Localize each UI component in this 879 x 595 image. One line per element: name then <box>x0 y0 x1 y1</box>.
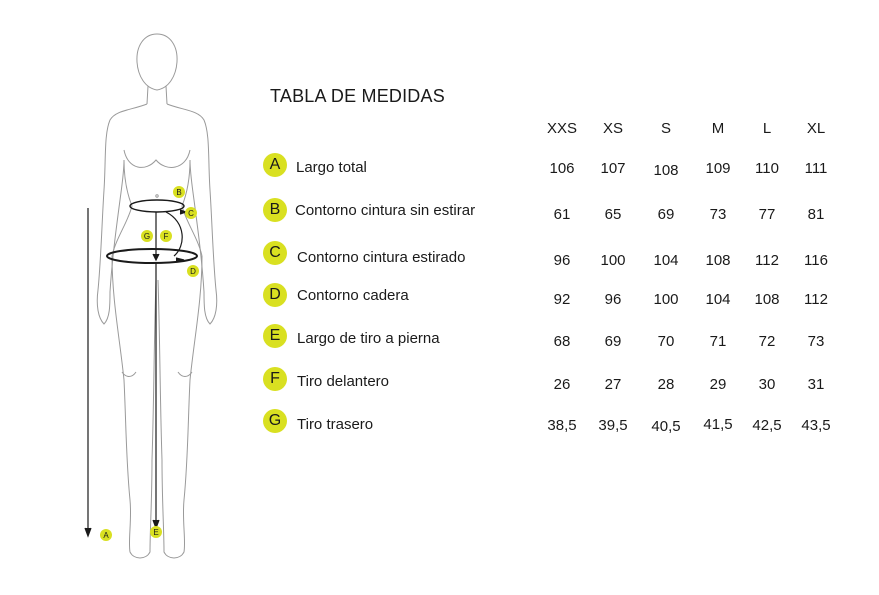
cell-d-l: 108 <box>754 291 780 308</box>
cell-a-s: 108 <box>653 162 679 179</box>
row-badge-f: F <box>263 367 287 391</box>
row-badge-b: B <box>263 198 287 222</box>
cell-g-xs: 39,5 <box>598 417 628 434</box>
figure-knees <box>122 372 192 377</box>
figure-head <box>137 34 177 90</box>
cell-f-xs: 27 <box>604 376 622 393</box>
cell-c-xxs: 96 <box>553 252 571 269</box>
cell-e-l: 72 <box>758 333 776 350</box>
row-label-g: Tiro trasero <box>297 416 374 433</box>
cell-f-s: 28 <box>657 376 675 393</box>
row-badge-a: A <box>263 153 287 177</box>
marker-e-label: E <box>153 528 159 537</box>
cell-b-xs: 65 <box>604 206 622 223</box>
cell-d-m: 104 <box>705 291 731 308</box>
cell-e-xxs: 68 <box>553 333 571 350</box>
cell-d-s: 100 <box>653 291 679 308</box>
marker-b-label: B <box>176 188 182 197</box>
cell-c-xs: 100 <box>600 252 626 269</box>
cell-d-xxs: 92 <box>553 291 571 308</box>
cell-b-xl: 81 <box>807 206 825 223</box>
cell-a-xl: 111 <box>804 160 828 177</box>
cell-a-xxs: 106 <box>549 160 575 177</box>
size-header-xs: XS <box>602 120 623 137</box>
cell-g-s: 40,5 <box>651 418 681 435</box>
cell-d-xl: 112 <box>804 291 828 308</box>
measure-arrow-f <box>153 254 159 260</box>
measure-arrow-a <box>85 528 91 536</box>
figure-navel <box>156 195 158 197</box>
size-header-s: S <box>660 120 671 137</box>
row-label-d: Contorno cadera <box>297 287 409 304</box>
cell-g-l: 42,5 <box>752 417 782 434</box>
cell-e-xl: 73 <box>807 333 825 350</box>
figure-neck <box>147 86 167 104</box>
row-badge-g: G <box>263 409 287 433</box>
marker-f-label: F <box>163 232 169 241</box>
row-label-c: Contorno cintura estirado <box>297 249 466 266</box>
cell-a-xs: 107 <box>600 160 626 177</box>
row-badge-d: D <box>263 283 287 307</box>
size-header-xxs: XXS <box>546 120 577 137</box>
cell-c-xl: 116 <box>804 252 828 269</box>
cell-b-l: 77 <box>758 206 776 223</box>
cell-g-m: 41,5 <box>703 416 733 433</box>
cell-e-xs: 69 <box>604 333 622 350</box>
cell-c-s: 104 <box>653 252 679 269</box>
row-badge-e: E <box>263 324 287 348</box>
measure-ellipse-d <box>107 249 197 263</box>
cell-c-m: 108 <box>705 252 731 269</box>
row-label-e: Largo de tiro a pierna <box>297 330 440 347</box>
figure-bust <box>124 150 190 167</box>
cell-a-l: 110 <box>755 160 779 177</box>
cell-c-l: 112 <box>755 252 779 269</box>
row-label-f: Tiro delantero <box>297 373 389 390</box>
measure-ellipse-b <box>130 200 184 212</box>
cell-b-m: 73 <box>709 206 727 223</box>
body-measurement-figure <box>0 0 260 595</box>
table-title: TABLA DE MEDIDAS <box>270 86 445 106</box>
cell-a-m: 109 <box>705 160 731 177</box>
cell-e-s: 70 <box>657 333 675 350</box>
cell-f-m: 29 <box>709 376 727 393</box>
marker-d-label: D <box>190 267 196 276</box>
cell-e-m: 71 <box>709 333 727 350</box>
figure-legs <box>112 256 202 558</box>
marker-g-label: G <box>143 232 151 241</box>
cell-b-s: 69 <box>657 206 675 223</box>
cell-f-xxs: 26 <box>553 376 571 393</box>
size-header-xl: XL <box>806 120 826 137</box>
cell-g-xl: 43,5 <box>801 417 831 434</box>
size-header-m: M <box>711 120 725 137</box>
cell-d-xs: 96 <box>604 291 622 308</box>
row-label-b: Contorno cintura sin estirar <box>295 202 476 219</box>
marker-c-label: C <box>188 209 194 218</box>
cell-g-xxs: 38,5 <box>547 417 577 434</box>
figure-left-arm <box>97 104 147 324</box>
size-header-l: L <box>762 120 772 137</box>
cell-f-l: 30 <box>758 376 776 393</box>
cell-f-xl: 31 <box>807 376 825 393</box>
marker-a-label: A <box>103 531 109 540</box>
cell-b-xxs: 61 <box>553 206 571 223</box>
row-badge-c: C <box>263 241 287 265</box>
row-label-a: Largo total <box>296 159 367 176</box>
